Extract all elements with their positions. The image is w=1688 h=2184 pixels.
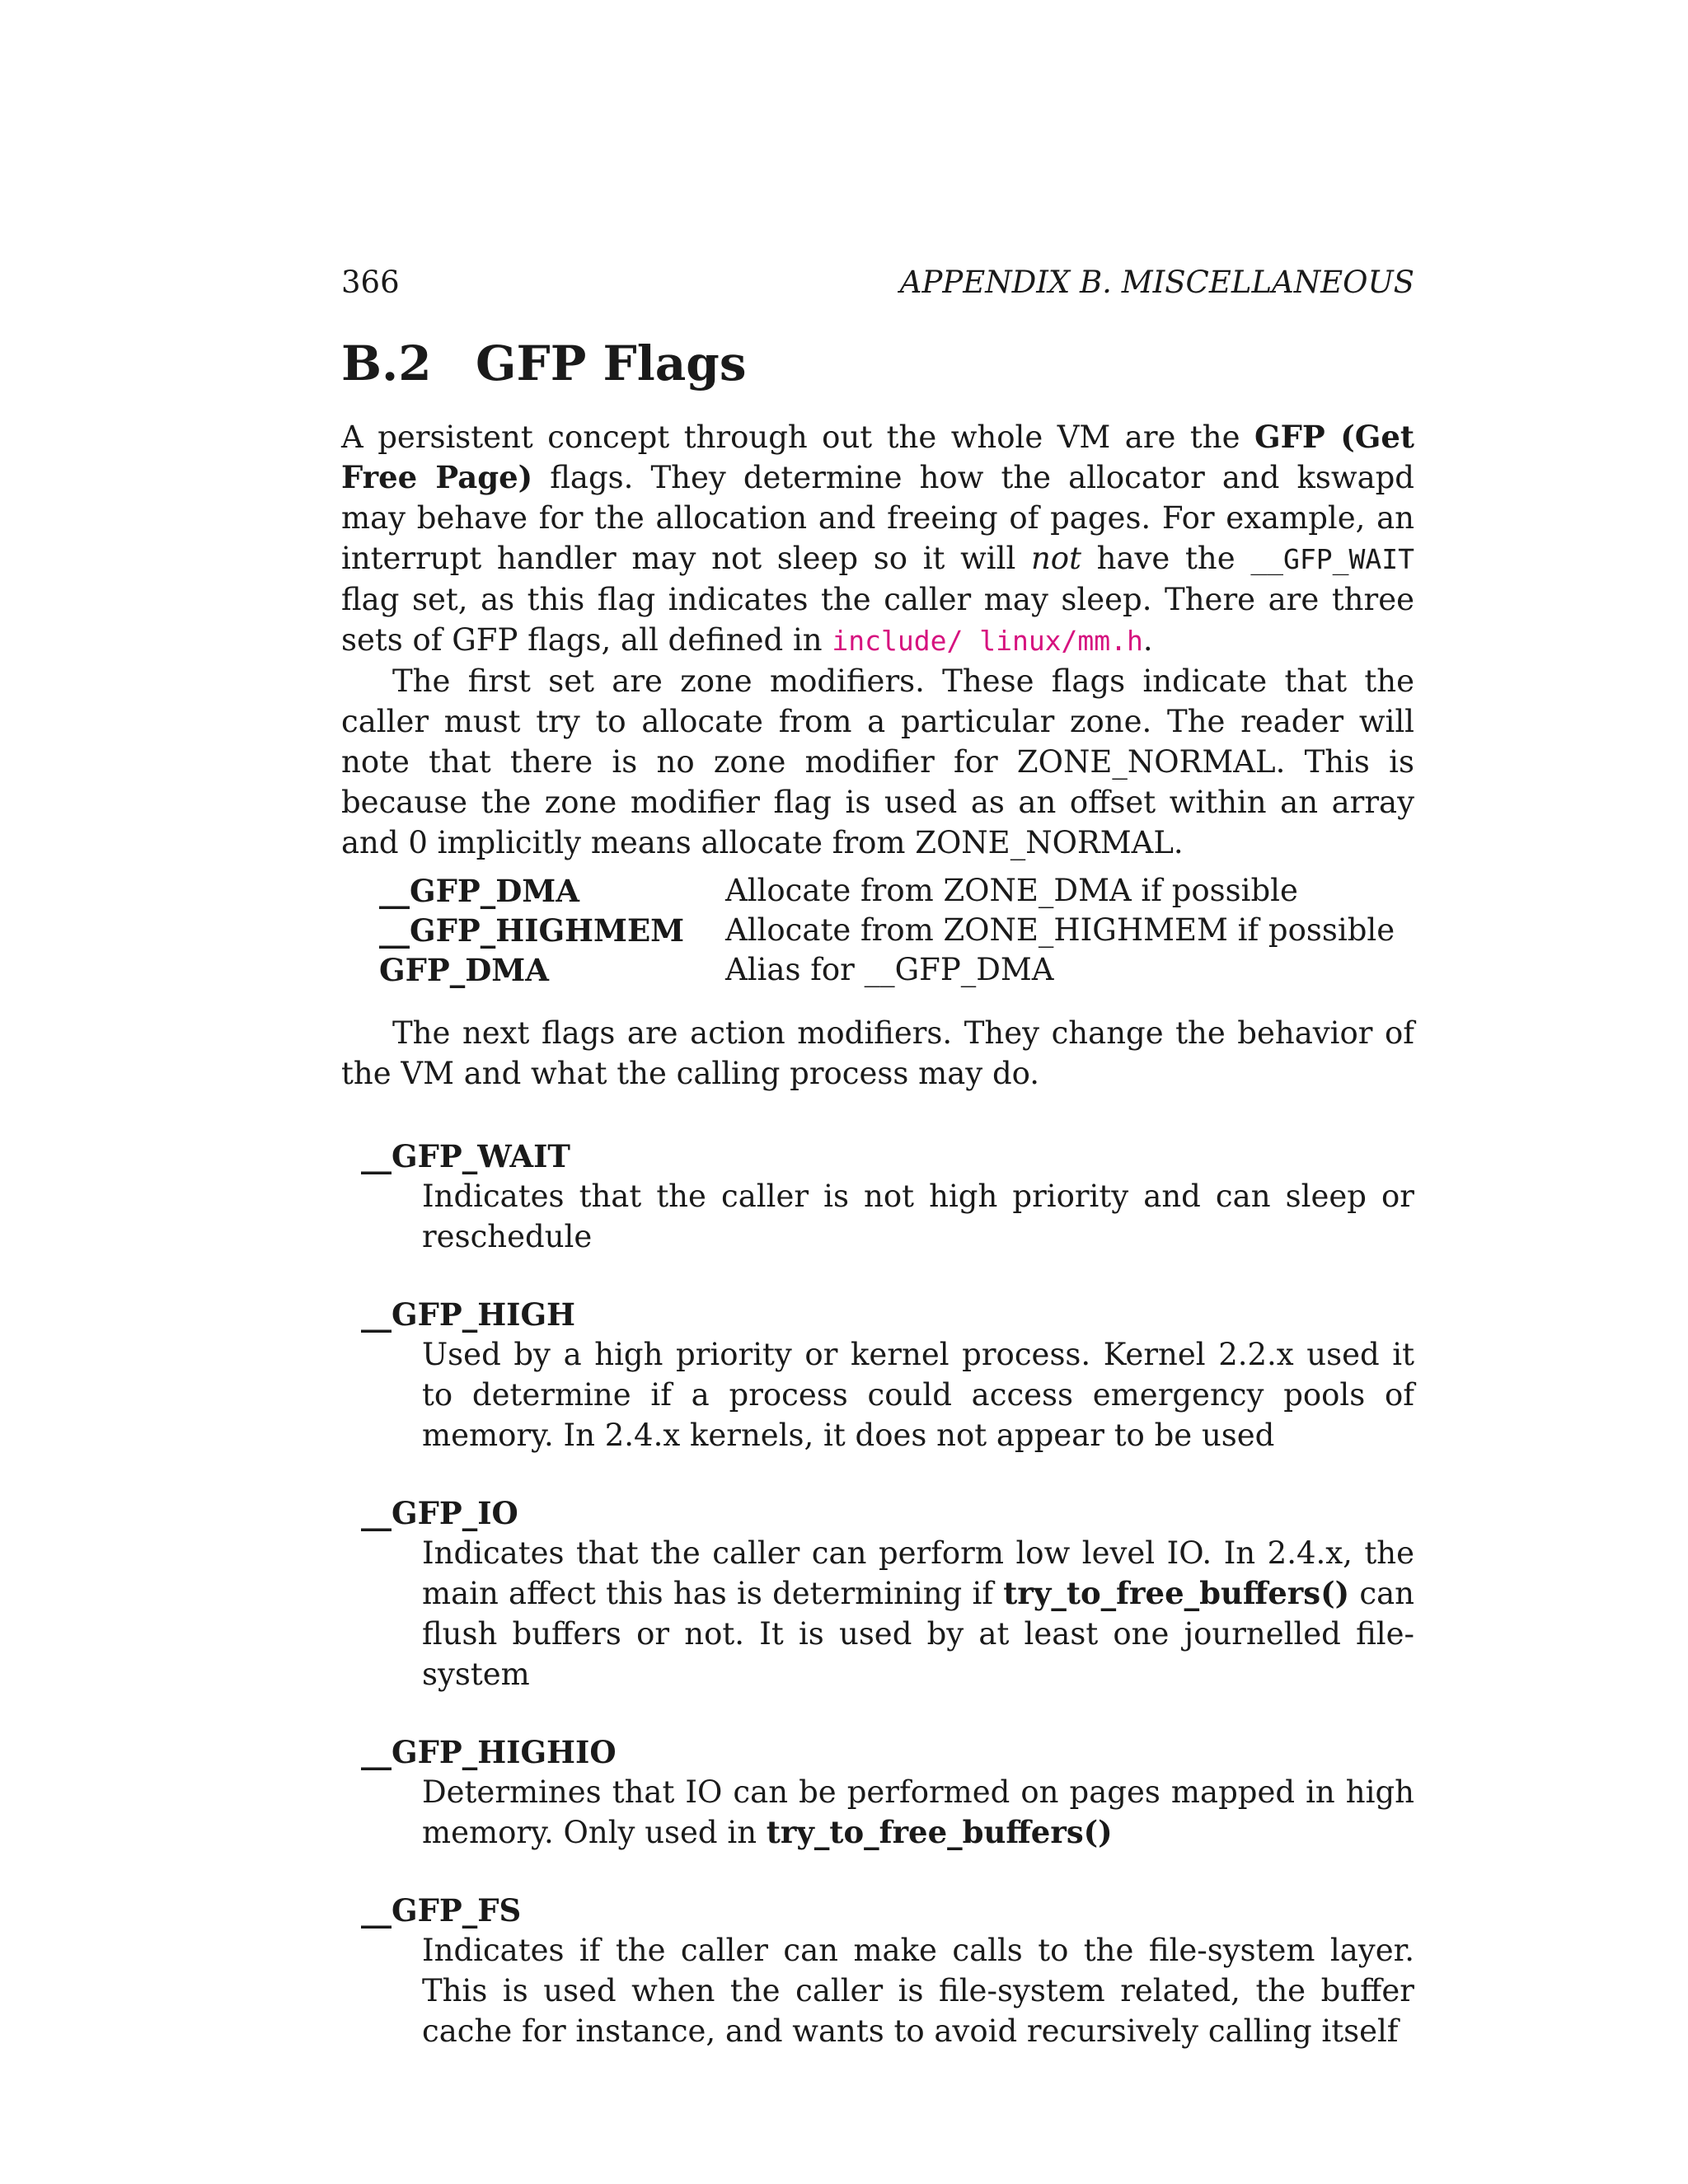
flag-term: __GFP_FS [361, 1892, 522, 1929]
flag-definition: Used by a high priority or kernel process. Kernel 2.2.x used it to determine if a process could access emergency pools of memory. In 2.4.x kernels, it does not appear to be used [422, 1337, 1414, 1453]
running-header [341, 262, 1414, 303]
flag-description: Alias for __GFP_DMA [725, 952, 1054, 987]
function-name: try_to_free_buffers() [1003, 1575, 1350, 1611]
flag-term: __GFP_HIGHIO [361, 1734, 617, 1770]
intro-text-2: flags. They determine how the allocator and kswapd may behave for the allocation and freeing of pages. For example, an interrupt handler may not sleep so it will [341, 460, 1414, 576]
section-number: B.2 [341, 335, 432, 391]
intro-italic: not [1030, 541, 1081, 576]
flag-definition [422, 1533, 1414, 1694]
action-paragraph: The next flags are action modifiers. They change the behavior of the VM and what the calling process may do. [341, 1015, 1414, 1091]
flag-name: __GFP_HIGHMEM [379, 912, 685, 949]
zone-paragraph: The first set are zone modifiers. These flags indicate that the caller must try to allocate from a particular zone. The reader will note that there is no zone modifier for ZONE_NORMAL. This is because the zone modifier flag is used as an offset within an array and 0 implicitly means allocate from ZONE_NORMAL. [341, 663, 1414, 860]
flag-definition: Indicates that the caller is not high priority and can sleep or reschedule [422, 1179, 1414, 1254]
section-heading [341, 335, 1414, 392]
intro-text-4: flag set, as this flag indicates the caller may sleep. There are three sets of GFP flags, all defined in [341, 582, 1414, 658]
table-row [379, 871, 1395, 911]
section-title: GFP Flags [476, 335, 747, 391]
definition-text: can flush buffers or not. It is used by at least one journelled file-system [422, 1576, 1415, 1692]
intro-code-flag: __GFP_WAIT [1250, 543, 1414, 575]
zone-modifier-table [379, 871, 1395, 990]
intro-text-5: . [1142, 622, 1153, 658]
flag-definition [422, 1772, 1414, 1853]
definition-text: Determines that IO can be performed on pages mapped in high memory. Only used in [422, 1774, 1414, 1850]
intro-paragraph [341, 417, 1414, 661]
intro-text-1: A persistent concept through out the whole VM are the [341, 419, 1254, 455]
flag-description: Allocate from ZONE_HIGHMEM if possible [725, 912, 1395, 948]
header-file-link[interactable]: include/ linux/mm.h [832, 625, 1143, 657]
flag-description: Allocate from ZONE_DMA if possible [725, 873, 1298, 908]
flag-term: __GFP_IO [361, 1495, 518, 1531]
table-row [379, 950, 1395, 990]
flag-term: __GFP_WAIT [361, 1138, 570, 1174]
flag-definition: Indicates if the caller can make calls to the file-system layer. This is used when the caller is file-system related, the buffer cache for instance, and wants to avoid recursively calling itself [422, 1933, 1414, 2049]
flag-term: __GFP_HIGH [361, 1296, 576, 1333]
document-page [341, 262, 1414, 2089]
page-number: 366 [341, 265, 400, 300]
intro-text-3: have the [1081, 541, 1251, 576]
function-name: try_to_free_buffers() [766, 1814, 1113, 1850]
action-flag-list [341, 1137, 1414, 2051]
table-row [379, 911, 1395, 950]
flag-name: __GFP_DMA [379, 873, 579, 909]
flag-name: GFP_DMA [379, 952, 549, 988]
definition-text: Indicates that the caller can perform low level IO. In 2.4.x, the main affect this has is determining if [422, 1535, 1414, 1611]
intro-bold-term: GFP (Get Free Page) [341, 419, 1415, 495]
running-title: APPENDIX B. MISCELLANEOUS [899, 265, 1414, 300]
